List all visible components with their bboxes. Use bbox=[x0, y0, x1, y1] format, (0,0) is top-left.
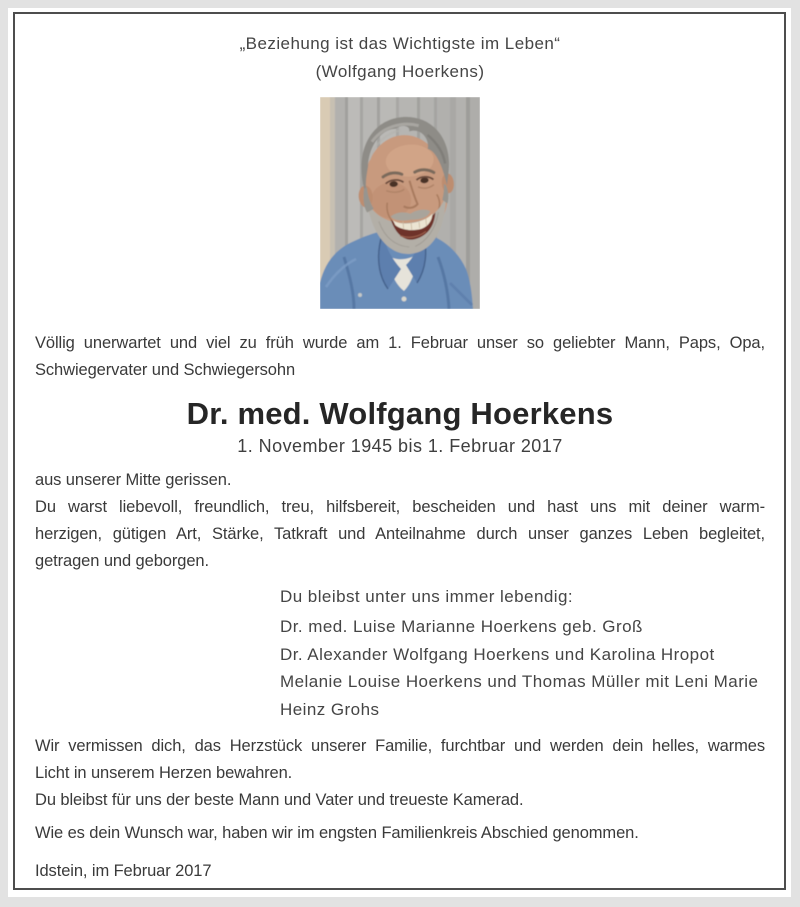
notice-sheet bbox=[8, 8, 791, 897]
tribute-line: getragen und geborgen. bbox=[35, 552, 209, 570]
mourner-name: Heinz Grohs bbox=[280, 699, 380, 719]
mourners-heading: Du bleibst unter uns immer lebendig: bbox=[280, 587, 574, 606]
mourners-block bbox=[280, 583, 765, 723]
closing-line: Wir vermissen dich, das Herzstück unserer Familie, furchtbar und werden dein helles, warmes bbox=[35, 737, 765, 755]
deceased-dates: 1. November 1945 bis 1. Februar 2017 bbox=[237, 436, 563, 456]
deceased-name: Dr. med. Wolfgang Hoerkens bbox=[186, 396, 614, 431]
mourner-name: Melanie Louise Hoerkens und Thomas Müller mit Leni Marie bbox=[280, 672, 759, 691]
torn-line: aus unserer Mitte gerissen. bbox=[35, 471, 232, 489]
farewell-line: Wie es dein Wunsch war, haben wir im engsten Familienkreis Abschied genommen. bbox=[35, 824, 639, 842]
mourner-name: Dr. Alexander Wolfgang Hoerkens und Karolina Hropot bbox=[280, 644, 715, 664]
portrait-photo bbox=[320, 97, 480, 309]
opening-quote bbox=[35, 30, 765, 85]
quote-attribution: (Wolfgang Hoerkens) bbox=[315, 61, 485, 81]
intro-paragraph bbox=[35, 330, 765, 384]
closing-line: Licht in unserem Herzen bewahren. bbox=[35, 764, 293, 782]
quote-text: „Beziehung ist das Wichtigste im Leben“ bbox=[239, 34, 561, 53]
tribute-line: herzigen, gütigen Art, Stärke, Tatkraft und Anteilnahme durch unser ganzes Leben begleitet, bbox=[35, 525, 765, 543]
intro-line: Schwiegervater und Schwiegersohn bbox=[35, 361, 296, 379]
closing-line: Du bleibst für uns der beste Mann und Vater und treueste Kamerad. bbox=[35, 791, 524, 809]
mourner-name: Dr. med. Luise Marianne Hoerkens geb. Groß bbox=[280, 617, 643, 636]
mourners-names bbox=[280, 613, 765, 723]
tribute-line: Du warst liebevoll, freundlich, treu, hilfsbereit, bescheiden und hast uns mit deiner warm- bbox=[35, 498, 765, 516]
dateline: Idstein, im Februar 2017 bbox=[35, 862, 212, 880]
portrait-photo-illustration bbox=[320, 97, 480, 309]
tribute-paragraph bbox=[35, 494, 765, 575]
notice-content bbox=[35, 14, 765, 888]
closing-paragraph bbox=[35, 733, 765, 814]
notice-border-frame bbox=[13, 12, 786, 890]
intro-line: Völlig unerwartet und viel zu früh wurde am 1. Februar unser so geliebter Mann, Paps, Opa, bbox=[35, 334, 765, 352]
